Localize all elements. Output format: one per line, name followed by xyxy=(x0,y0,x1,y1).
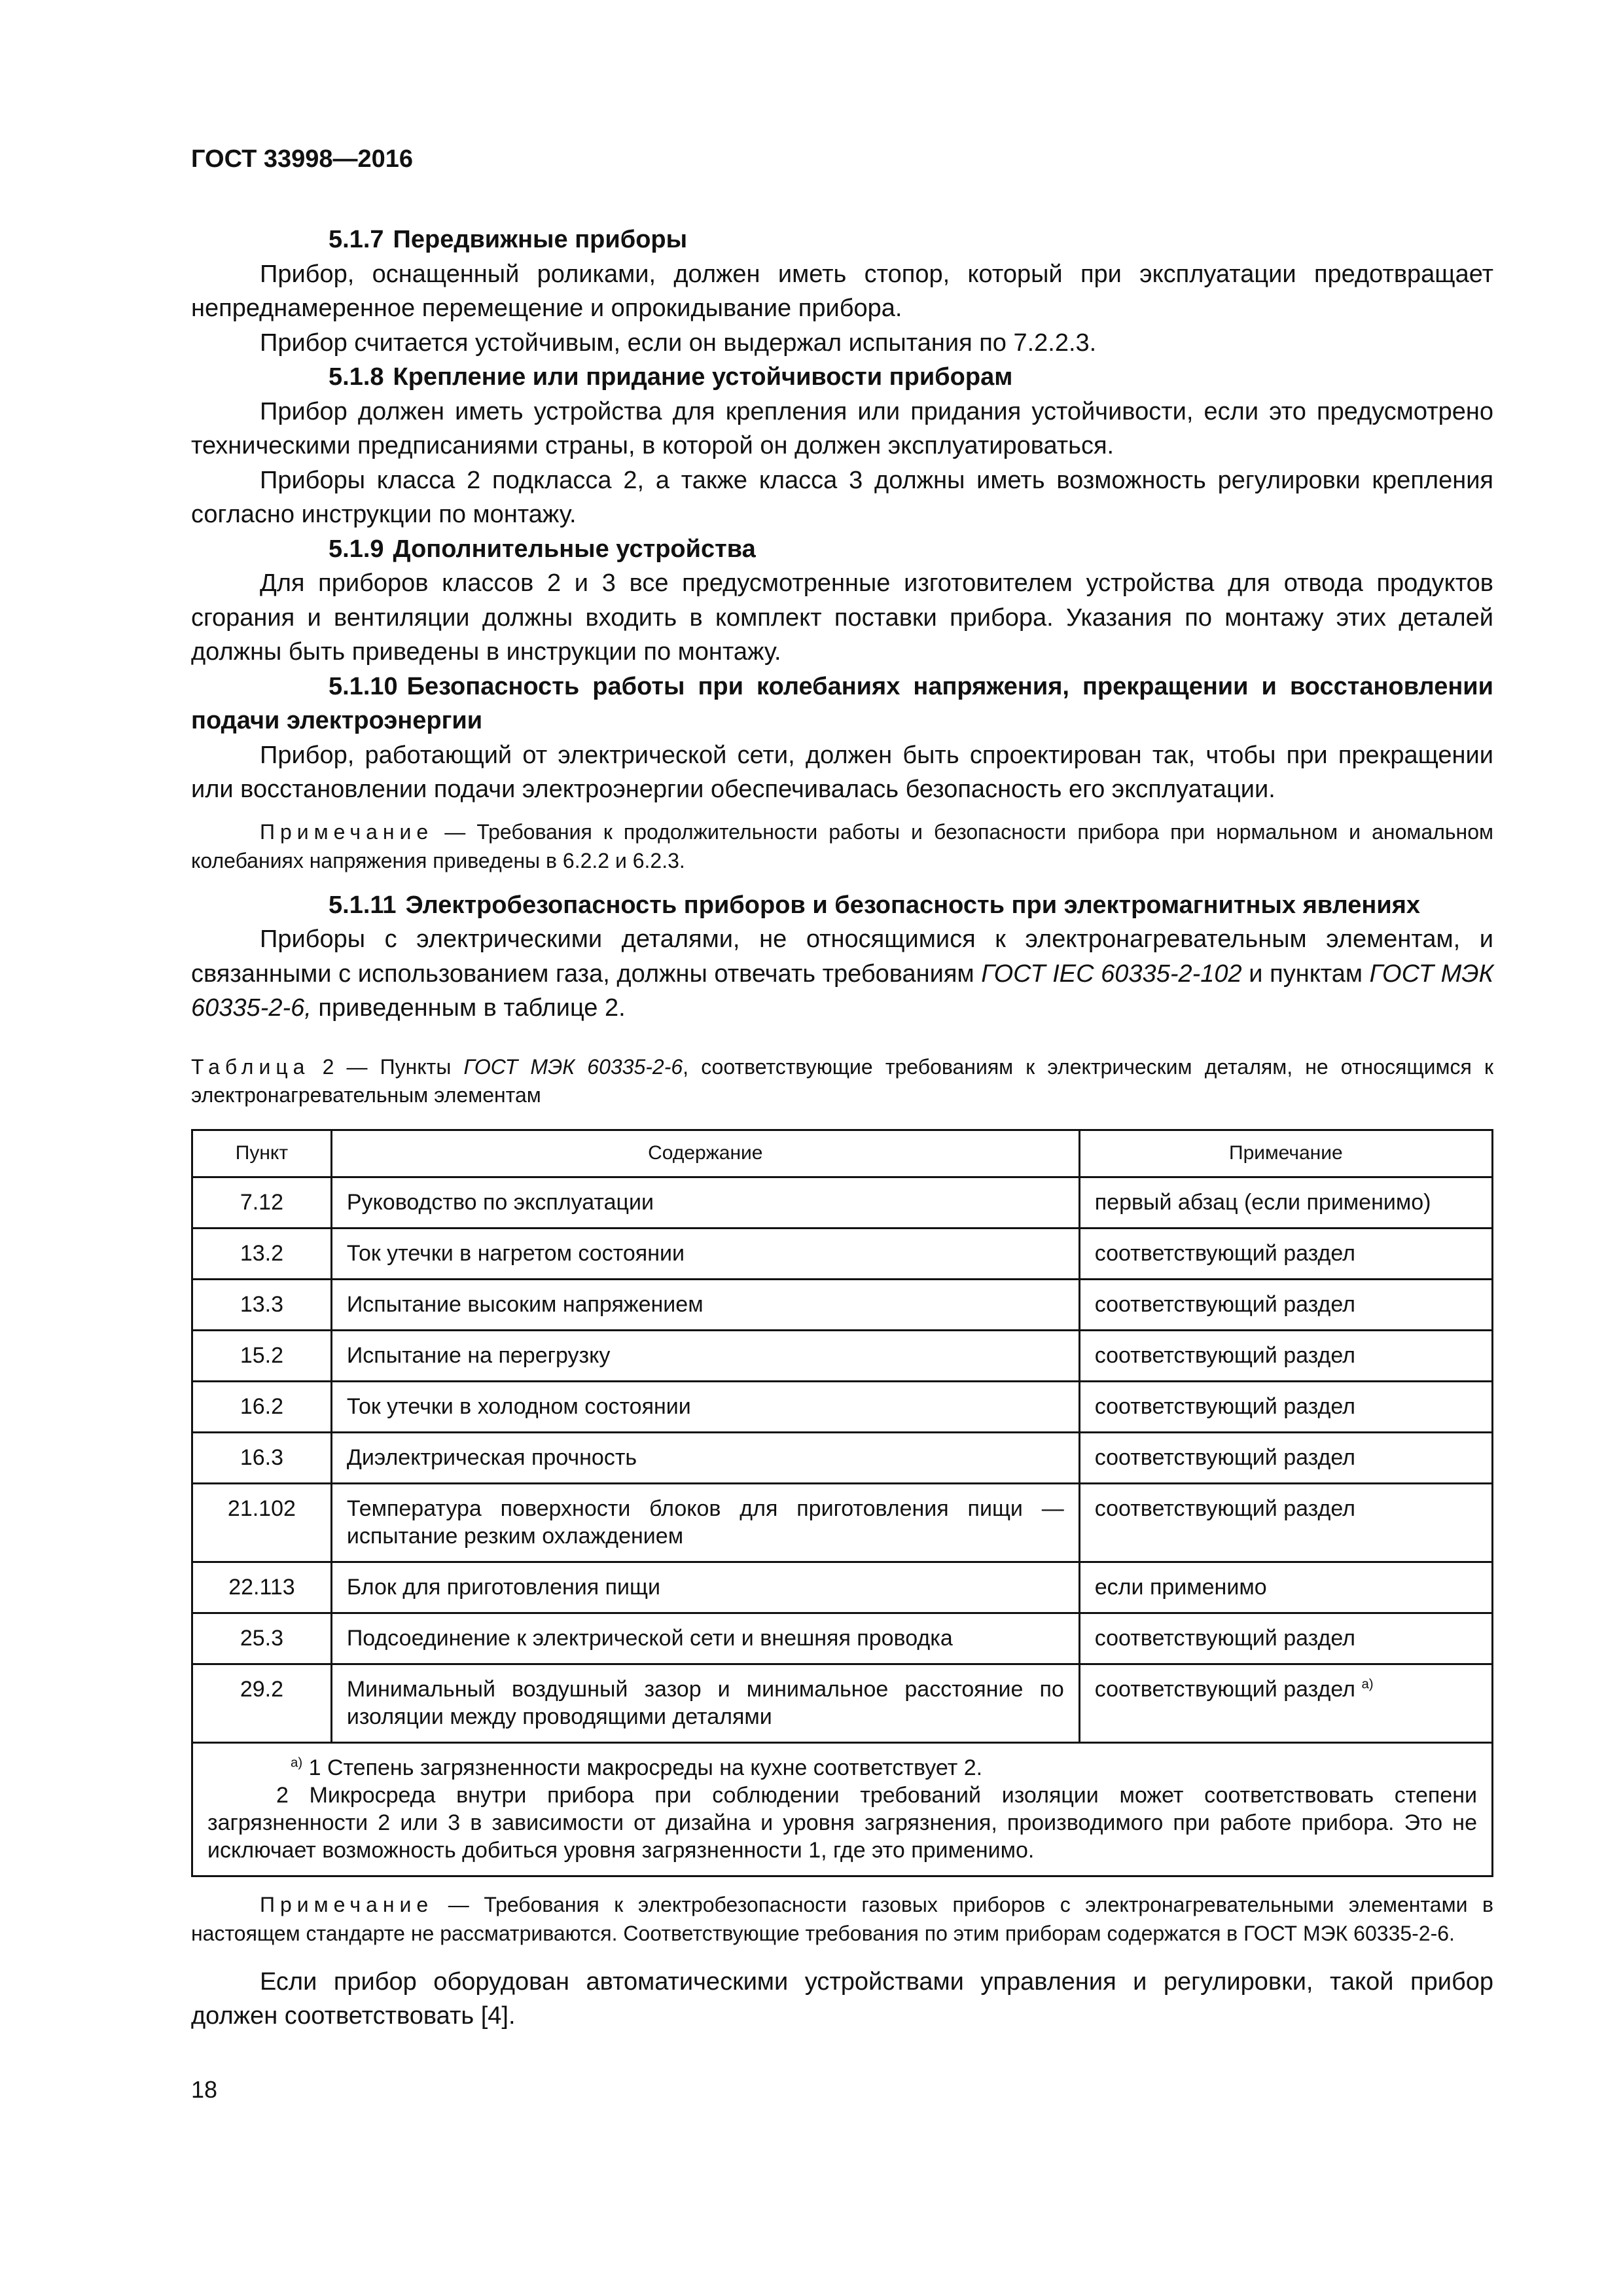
standard-reference: ГОСТ IEC 60335-2-102 xyxy=(981,960,1242,988)
table-caption-label: Таблица xyxy=(191,1054,310,1079)
cell-clause: 29.2 xyxy=(192,1664,332,1742)
column-header-content: Содержание xyxy=(331,1130,1079,1177)
table-row xyxy=(192,1562,1493,1613)
column-header-clause: Пункт xyxy=(192,1130,332,1177)
table-row xyxy=(192,1330,1493,1381)
cell-note: если применимо xyxy=(1079,1562,1492,1613)
section-title: Безопасность работы при колебаниях напряжения, прекращении и восстановлении подачи электроэнергии xyxy=(191,672,1493,734)
section-heading-5-1-8 xyxy=(191,360,1493,395)
cell-clause: 22.113 xyxy=(192,1562,332,1613)
footnote-reference: а) xyxy=(1361,1677,1374,1692)
cell-clause: 16.3 xyxy=(192,1432,332,1483)
cell-clause: 25.3 xyxy=(192,1613,332,1664)
cell-clause: 15.2 xyxy=(192,1330,332,1381)
page-content xyxy=(191,223,1493,2034)
standard-reference: ГОСТ МЭК 60335-2-6 xyxy=(463,1054,683,1079)
table-caption-number: 2 — Пункты xyxy=(310,1054,464,1079)
section-title: Крепление или придание устойчивости приборам xyxy=(393,363,1013,391)
table-row xyxy=(192,1483,1493,1562)
cell-note: первый абзац (если применимо) xyxy=(1079,1177,1492,1228)
cell-content: Температура поверхности блоков для приготовления пищи — испытание резким охлаждением xyxy=(331,1483,1079,1562)
section-number: 5.1.10 xyxy=(329,672,398,700)
footnote-line-1 xyxy=(207,1754,1477,1782)
section-title: Электробезопасность приборов и безопасность при электромагнитных явлениях xyxy=(405,891,1421,919)
note-label: Примечание xyxy=(260,819,434,844)
note xyxy=(191,1890,1493,1948)
cell-content: Руководство по эксплуатации xyxy=(331,1177,1079,1228)
paragraph: Для приборов классов 2 и 3 все предусмотренные изготовителем устройства для отвода продуктов сгорания и вентиляции должны входить в комплект поставки прибора. Указания по монтажу этих деталей должны быть приведены в инструкции по монтажу. xyxy=(191,569,1493,666)
cell-note: соответствующий раздел xyxy=(1079,1330,1492,1381)
cell-clause: 13.3 xyxy=(192,1279,332,1330)
cell-clause: 16.2 xyxy=(192,1381,332,1432)
paragraph xyxy=(191,922,1493,1026)
footnote-line-2: 2 Микросреда внутри прибора при соблюдении требований изоляции может соответствовать степени загрязненности 2 или 3 в зависимости от дизайна и уровня загрязнения, производимого при работе прибора. Это не исключает возможность добиться уровня загрязненности 1, где это применимо. xyxy=(207,1782,1477,1863)
cell-note-text: соответствующий раздел xyxy=(1094,1676,1355,1702)
cell-content: Диэлектрическая прочность xyxy=(331,1432,1079,1483)
paragraph: Прибор, работающий от электрической сети, должен быть спроектирован так, чтобы при прекращении или восстановлении подачи электроэнергии обеспечивалась безопасность его эксплуатации. xyxy=(191,741,1493,803)
paragraph: Приборы класса 2 подкласса 2, а также класса 3 должны иметь возможность регулировки крепления согласно инструкции по монтажу. xyxy=(191,466,1493,528)
cell-note: соответствующий раздел xyxy=(1079,1279,1492,1330)
table-row xyxy=(192,1381,1493,1432)
section-number: 5.1.7 xyxy=(329,226,384,253)
table-footnote xyxy=(192,1742,1493,1876)
note-label: Примечание xyxy=(260,1892,434,1916)
section-heading-5-1-10 xyxy=(191,670,1493,738)
cell-note: соответствующий раздел xyxy=(1079,1432,1492,1483)
table-footnote-row xyxy=(192,1742,1493,1876)
paragraph: Прибор, оснащенный роликами, должен иметь стопор, который при эксплуатации предотвращает непреднамеренное перемещение и опрокидывание прибора. xyxy=(191,260,1493,322)
section-number: 5.1.11 xyxy=(329,891,397,919)
table-row xyxy=(192,1432,1493,1483)
page-number: 18 xyxy=(191,2076,218,2103)
table-row xyxy=(192,1177,1493,1228)
table-caption-text: , соответствующие требованиям к электрическим деталям, не относящимся к электронагревательным элементам xyxy=(191,1054,1494,1107)
note-text: — Требования к электробезопасности газовых приборов с электронагревательными элементами в настоящем стандарте не рассматриваются. Соответствующие требования по этим приборам содержатся в ГОСТ МЭК 60335-2-6. xyxy=(191,1892,1493,1945)
cell-content: Испытание на перегрузку xyxy=(331,1330,1079,1381)
cell-note: соответствующий раздел xyxy=(1079,1483,1492,1562)
cell-clause: 13.2 xyxy=(192,1228,332,1279)
text-run: Приборы с электрическими деталями, не относящимися к электронагревательным элементам, и связанными с использованием газа, должны отвечать требованиям xyxy=(191,925,1493,988)
table-header-row xyxy=(192,1130,1493,1177)
section-title: Передвижные приборы xyxy=(393,226,688,253)
footnote-text: 1 Степень загрязненности макросреды на кухне соответствует 2. xyxy=(302,1755,983,1780)
table-row xyxy=(192,1228,1493,1279)
text-run: и пунктам xyxy=(1241,960,1370,988)
cell-note: соответствующий раздел xyxy=(1079,1381,1492,1432)
paragraph: Прибор должен иметь устройства для крепления или придания устойчивости, если это предусмотрено техническими предписаниями страны, в которой он должен эксплуатироваться. xyxy=(191,397,1493,459)
text-run: приведенным в таблице 2. xyxy=(311,994,626,1022)
cell-note: соответствующий раздел xyxy=(1079,1228,1492,1279)
cell-note xyxy=(1079,1664,1492,1742)
cell-content: Подсоединение к электрической сети и внешняя проводка xyxy=(331,1613,1079,1664)
section-number: 5.1.9 xyxy=(329,535,384,563)
cell-clause: 7.12 xyxy=(192,1177,332,1228)
cell-content: Минимальный воздушный зазор и минимальное расстояние по изоляции между проводящими деталями xyxy=(331,1664,1079,1742)
table-row xyxy=(192,1613,1493,1664)
column-header-note: Примечание xyxy=(1079,1130,1492,1177)
standard-reference: ГОСТ МЭК 60335-2-6, xyxy=(191,960,1494,1022)
section-heading-5-1-11 xyxy=(191,888,1493,923)
section-title: Дополнительные устройства xyxy=(393,535,756,563)
paragraph: Прибор считается устойчивым, если он выдержал испытания по 7.2.2.3. xyxy=(260,329,1097,357)
cell-note: соответствующий раздел xyxy=(1079,1613,1492,1664)
cell-content: Блок для приготовления пищи xyxy=(331,1562,1079,1613)
cell-clause: 21.102 xyxy=(192,1483,332,1562)
requirements-table xyxy=(191,1129,1493,1877)
cell-content: Испытание высоким напряжением xyxy=(331,1279,1079,1330)
paragraph: Если прибор оборудован автоматическими устройствами управления и регулировки, такой прибор должен соответствовать [4]. xyxy=(191,1967,1493,2030)
note-text: — Требования к продолжительности работы и безопасности прибора при нормальном и аномальном колебаниях напряжения приведены в 6.2.2 и 6.2.3. xyxy=(191,819,1493,872)
section-heading-5-1-7 xyxy=(191,223,1493,257)
table-row xyxy=(192,1664,1493,1742)
section-number: 5.1.8 xyxy=(329,363,384,391)
section-heading-5-1-9 xyxy=(191,532,1493,567)
table-row xyxy=(192,1279,1493,1330)
note xyxy=(191,817,1493,875)
footnote-mark: а) xyxy=(291,1755,303,1770)
cell-content: Ток утечки в нагретом состоянии xyxy=(331,1228,1079,1279)
document-id: ГОСТ 33998—2016 xyxy=(191,145,414,173)
cell-content: Ток утечки в холодном состоянии xyxy=(331,1381,1079,1432)
table-caption xyxy=(191,1053,1493,1109)
